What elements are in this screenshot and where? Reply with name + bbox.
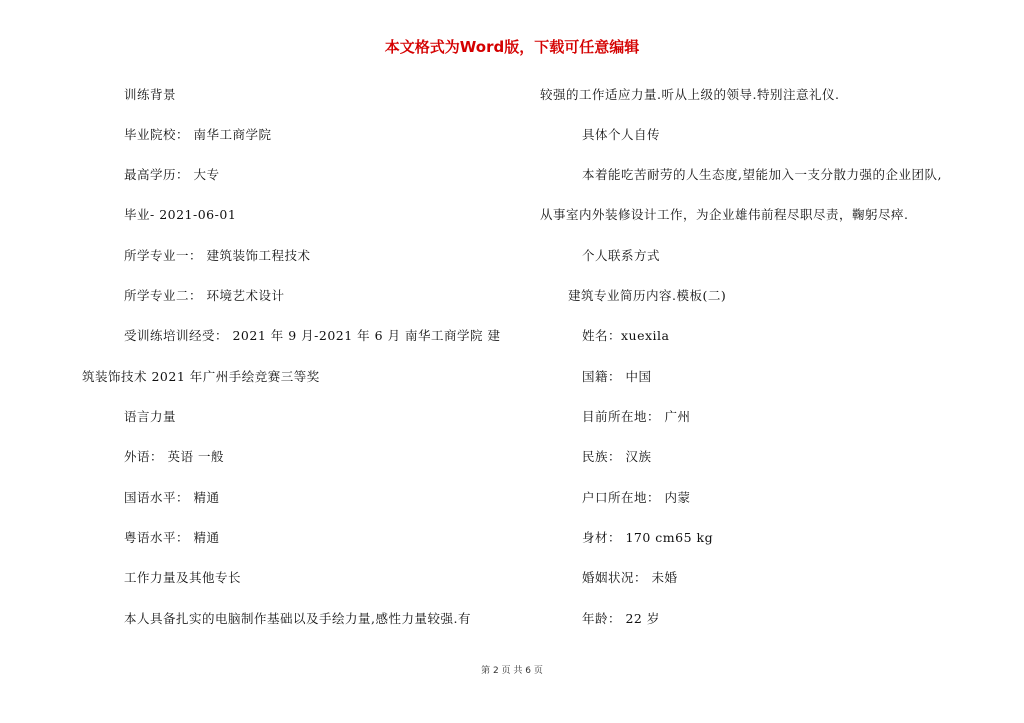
left-line-1: 训练背景	[124, 87, 177, 102]
right-line-4: 从事室内外装修设计工作，为企业雄伟前程尽职尽责，鞠躬尽瘁.	[540, 207, 909, 222]
right-line-14: 年龄： 22 岁	[582, 611, 660, 626]
left-line-11: 国语水平： 精通	[124, 490, 220, 505]
left-line-13: 工作力量及其他专长	[124, 570, 242, 585]
page-number: 第 2 页 共 6 页	[481, 666, 543, 676]
left-line-3: 最高学历： 大专	[124, 167, 220, 182]
right-line-13: 婚姻状况： 未婚	[582, 570, 678, 585]
left-line-6: 所学专业二： 环境艺术设计	[124, 288, 285, 303]
right-line-11: 户口所在地： 内蒙	[582, 490, 691, 505]
right-line-7: 姓名：xuexila	[582, 328, 670, 343]
left-line-7: 受训练培训经受： 2021 年 9 月-2021 年 6 月 南华工商学院 建	[124, 328, 501, 343]
right-line-12: 身材： 170 cm65 kg	[582, 530, 714, 545]
right-line-8: 国籍： 中国	[582, 369, 652, 384]
left-line-5: 所学专业一： 建筑装饰工程技术	[124, 248, 311, 263]
format-banner: 本文格式为Word版，下载可任意编辑	[384, 38, 640, 56]
right-line-2: 具体个人自传	[582, 127, 661, 142]
right-line-10: 民族： 汉族	[582, 449, 652, 464]
right-line-5: 个人联系方式	[582, 248, 661, 263]
left-line-2: 毕业院校： 南华工商学院	[124, 127, 272, 142]
right-line-6: 建筑专业简历内容.模板(二)	[568, 288, 727, 303]
right-line-3: 本着能吃苦耐劳的人生态度,望能加入一支分散力强的企业团队,	[582, 167, 942, 182]
left-line-10: 外语： 英语 一般	[124, 449, 224, 464]
right-line-9: 目前所在地： 广州	[582, 409, 691, 424]
left-line-14: 本人具备扎实的电脑制作基础以及手绘力量,感性力量较强.有	[124, 611, 471, 626]
left-line-8: 筑装饰技术 2021 年广州手绘竞赛三等奖	[82, 369, 320, 384]
right-line-1: 较强的工作适应力量.听从上级的领导.特别注意礼仪.	[540, 87, 840, 102]
left-line-4: 毕业- 2021-06-01	[124, 207, 237, 222]
left-line-12: 粤语水平： 精通	[124, 530, 220, 545]
left-line-9: 语言力量	[124, 409, 177, 424]
